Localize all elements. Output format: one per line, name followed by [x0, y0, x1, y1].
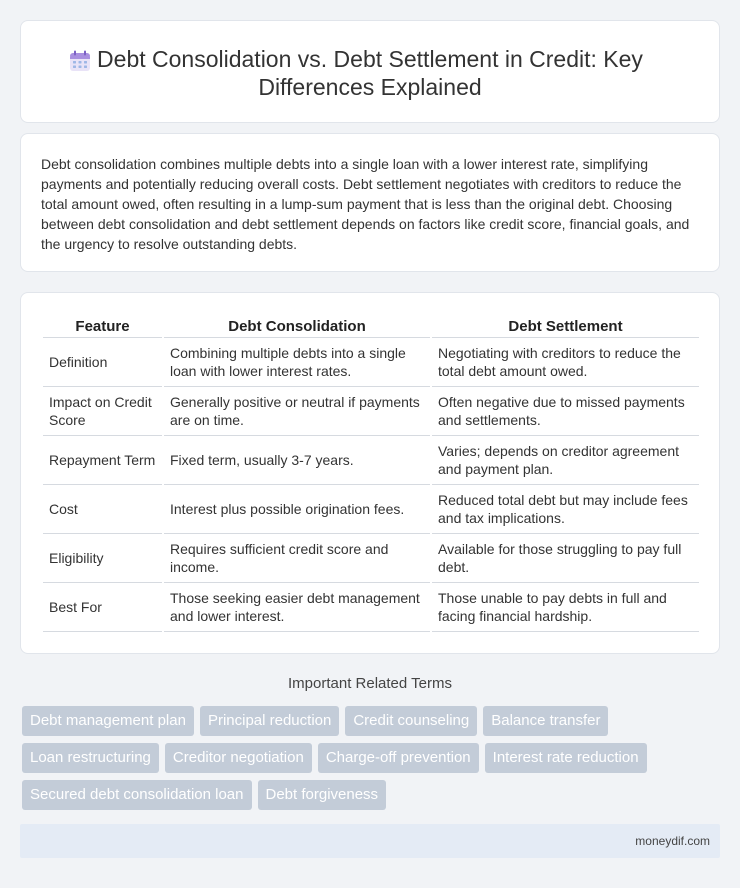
consolidation-cell: Combining multiple debts into a single loan with lower interest rates. — [163, 338, 431, 387]
consolidation-cell: Fixed term, usually 3-7 years. — [163, 436, 431, 485]
related-term-tag[interactable]: Debt forgiveness — [258, 780, 387, 810]
settlement-cell: Varies; depends on creditor agreement and payment plan. — [431, 436, 699, 485]
related-terms-heading: Important Related Terms — [288, 675, 452, 692]
settlement-cell: Negotiating with creditors to reduce the total debt amount owed. — [431, 338, 699, 387]
related-term-tag[interactable]: Balance transfer — [483, 706, 608, 736]
table-row — [43, 485, 699, 534]
footer — [20, 824, 720, 858]
related-term-tag[interactable]: Charge-off prevention — [318, 743, 479, 773]
related-term-tag[interactable]: Secured debt consolidation loan — [22, 780, 252, 810]
settlement-cell: Reduced total debt but may include fees and tax implications. — [431, 485, 699, 534]
page-title: Debt Consolidation vs. Debt Settlement in Credit: Key Differences Explained — [97, 46, 643, 100]
consolidation-cell: Interest plus possible origination fees. — [163, 485, 431, 534]
table-header-row — [43, 313, 699, 338]
related-term-tag[interactable]: Debt management plan — [22, 706, 194, 736]
related-term-tag[interactable]: Loan restructuring — [22, 743, 159, 773]
related-term-tag[interactable]: Credit counseling — [345, 706, 477, 736]
settlement-cell: Available for those struggling to pay full debt. — [431, 534, 699, 583]
related-term-tag[interactable]: Interest rate reduction — [485, 743, 647, 773]
header-feature: Feature — [43, 313, 163, 338]
table-row — [43, 387, 699, 436]
intro-card — [20, 133, 720, 272]
settlement-cell: Those unable to pay debts in full and facing financial hardship. — [431, 583, 699, 632]
header-debt-consolidation: Debt Consolidation — [163, 313, 431, 338]
feature-cell: Definition — [43, 338, 163, 387]
header-debt-settlement: Debt Settlement — [431, 313, 699, 338]
comparison-table — [43, 313, 699, 632]
consolidation-cell: Those seeking easier debt management and lower interest. — [163, 583, 431, 632]
footer-site-link[interactable]: moneydif.com — [635, 834, 710, 848]
settlement-cell: Often negative due to missed payments and settlements. — [431, 387, 699, 436]
related-term-tag[interactable]: Creditor negotiation — [165, 743, 312, 773]
related-term-tag[interactable]: Principal reduction — [200, 706, 339, 736]
consolidation-cell: Generally positive or neutral if payments are on time. — [163, 387, 431, 436]
related-terms-list — [22, 706, 702, 810]
feature-cell: Cost — [43, 485, 163, 534]
comparison-card — [20, 292, 720, 654]
table-row — [43, 534, 699, 583]
feature-cell: Best For — [43, 583, 163, 632]
table-row — [43, 436, 699, 485]
title-card — [20, 20, 720, 123]
table-row — [43, 583, 699, 632]
feature-cell: Eligibility — [43, 534, 163, 583]
feature-cell: Repayment Term — [43, 436, 163, 485]
table-row — [43, 338, 699, 387]
consolidation-cell: Requires sufficient credit score and income. — [163, 534, 431, 583]
feature-cell: Impact on Credit Score — [43, 387, 163, 436]
intro-paragraph: Debt consolidation combines multiple debts into a single loan with a lower interest rate, simplifying payments and potentially reducing overall costs. Debt settlement negotiates with creditors to reduce the total amount owed, often resulting in a lump-sum payment that is less than the original debt. Choosing between debt consolidation and debt settlement depends on factors like credit score, financial goals, and the urgency to resolve outstanding debts. — [41, 156, 690, 252]
